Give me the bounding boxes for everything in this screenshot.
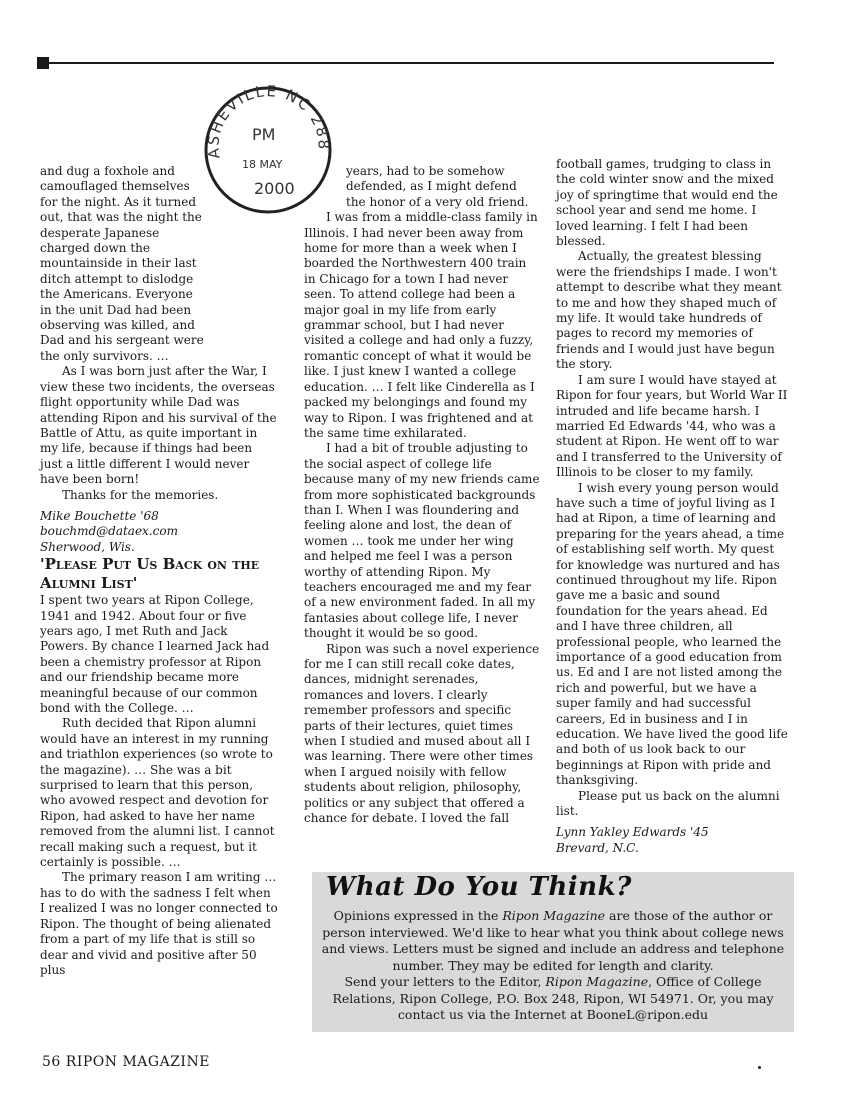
signature-location: Brevard, N.C. <box>556 840 639 855</box>
col2-paragraph: years, had to be somehow defended, as I might defend the honor of a very old friend. <box>346 164 529 209</box>
col1-paragraph: As I was born just after the War, I view these two incidents, the overseas flight opportunity while Dad was attending Ripon and his survival of the Battle of Attu, as quite important in my life, because if things had been just a little different I would never have been born! <box>40 364 277 487</box>
col1-paragraph: The primary reason I am writing … has to do with the sadness I felt when I realized I was no longer connected to Ripon. The thought of being alienated from a part of my life that is still so dear and vivid and positive after 50 plus <box>40 870 278 977</box>
signature-email: bouchmd@dataex.com <box>40 524 178 539</box>
magazine-name: RIPON MAGAZINE <box>65 1054 210 1070</box>
col2-paragraph: I had a bit of trouble adjusting to the social aspect of college life because many of my new friends came from more sophisticated backgrounds than I. When I was floundering and feeling alone and lost, the dean of women … took me under her wing and helped me feel I was a person worthy of attending Ripon. My teachers encouraged me and my fear of a new environment faded. In all my fantasies about college life, I never thought it would be so good. <box>304 441 540 641</box>
postmark-pm: PM <box>252 125 276 144</box>
signature-location: Sherwood, Wis. <box>40 539 135 554</box>
postmark-year: 2000 <box>254 179 295 198</box>
box-text: , Office of College Relations, Ripon College, P.O. Box 248, Ripon, WI 54971. Or, you may contact us via the Internet at BooneL@ripon.edu <box>332 974 774 1022</box>
col1-paragraph: Thanks for the memories. <box>62 487 219 502</box>
col2-paragraph: I was from a middle-class family in Illinois. I had never been away from home for more than a week when I boarded the Northwestern 400 train in Chicago for a town I had never seen. To attend college had been a major goal in my life from early grammar school, but I had never visited a college and had only a fuzzy, romantic concept of what it would be like. I just knew I wanted a college education. … I felt like Cinderella as I packed my belongings and found my way to Ripon. I was frightened and at the same time exhilarated. <box>304 210 538 440</box>
col1-paragraph: I spent two years at Ripon College, 1941 and 1942. About four or five years ago, I met Ruth and Jack Powers. By chance I learned Jack had been a chemistry professor at Ripon and our friendship became more meaningful because of our common bond with the College. … <box>40 593 270 715</box>
col3-paragraph: I am sure I would have stayed at Ripon for four years, but World War II intruded and life became harsh. I married Ed Edwards '44, who was a student at Ripon. He went off to war and I transferred to the University of Illinois to be closer to my family. <box>556 372 788 480</box>
col1-paragraph: and dug a foxhole and camouflaged themselves for the night. As it turned out, that was the night the desperate Japanese charged down the mountainside in their last ditch attempt to dislodge the Americans. Everyone in the unit Dad had been observing was killed, and Dad and his sergeant were the only survivors. … <box>40 164 204 363</box>
column-3 <box>556 157 788 856</box>
col3-paragraph: Please put us back on the alumni list. <box>556 788 780 819</box>
box-body <box>320 908 786 1024</box>
svg-text:ASHEVILLE NC 288 <box>204 82 332 160</box>
postmark-city: ASHEVILLE NC 288 <box>204 82 333 160</box>
signature-name: Lynn Yakley Edwards '45 <box>556 825 709 840</box>
box-text: Opinions expressed in the <box>333 908 503 923</box>
what-do-you-think-box <box>312 872 794 1032</box>
col3-paragraph: Actually, the greatest blessing were the friendships I made. I won't attempt to describe what they meant to me and how they shaped much of my life. It would take hundreds of pages to record my memories of friends and I would just have begun the story. <box>556 249 782 372</box>
column-2 <box>304 164 540 826</box>
postmark-date: 18 MAY <box>242 158 283 171</box>
box-text-em: Ripon Magazine <box>545 974 649 989</box>
box-text: Send your letters to the Editor, <box>344 974 546 989</box>
column-1 <box>40 164 278 978</box>
page-number: 56 <box>42 1054 61 1070</box>
box-title: What Do You Think? <box>326 872 632 902</box>
col1-paragraph: Ruth decided that Ripon alumni would have an interest in my running and triathlon experiences (so wrote to the magazine). … She was a bit surprised to learn that this person, who avowed respect and devotion for Ripon, had asked to have her name removed from the alumni list. I cannot recall making such a request, but it certainly is possible. … <box>40 716 275 870</box>
signature-name: Mike Bouchette '68 <box>40 508 159 523</box>
box-text-em: Ripon Magazine <box>502 908 606 923</box>
box-text: are those of the author or person interviewed. We'd like to hear what you think about college news and views. Letters must be signed and include an address and telephone number. They may be edited for length and clarity. <box>321 908 785 973</box>
page-footer <box>42 1054 210 1070</box>
letter-heading: 'Please Put Us Back on the Alumni List' <box>40 555 260 593</box>
col3-paragraph: football games, trudging to class in the cold winter snow and the mixed joy of springtime that would end the school year and send me home. I loved learning. I felt I had been blessed. <box>556 157 778 249</box>
stray-dot <box>758 1066 761 1069</box>
header-rule <box>40 62 774 64</box>
col3-paragraph: I wish every young person would have such a time of joyful living as I had at Ripon, a time of learning and preparing for the years ahead, a time of establishing self worth. My quest for knowledge was nurtured and has continued throughout my life. Ripon gave me a basic and sound foundation for the years ahead. Ed and I have three children, all professional people, who learned the importance of a good education from us. Ed and I are not listed among the rich and powerful, but we have a super family and had successful careers, Ed in business and I in education. We have lived the good life and both of us look back to our beginnings at Ripon with pride and thanksgiving. <box>556 480 788 788</box>
col2-paragraph: Ripon was such a novel experience for me I can still recall coke dates, dances, midnight serenades, romances and lovers. I clearly remember professors and specific parts of their lectures, quiet times when I studied and mused about all I was learning. There were other times when I argued noisily with fellow students about religion, philosophy, politics or any subject that offered a chance for debate. I loved the fall <box>304 641 540 826</box>
